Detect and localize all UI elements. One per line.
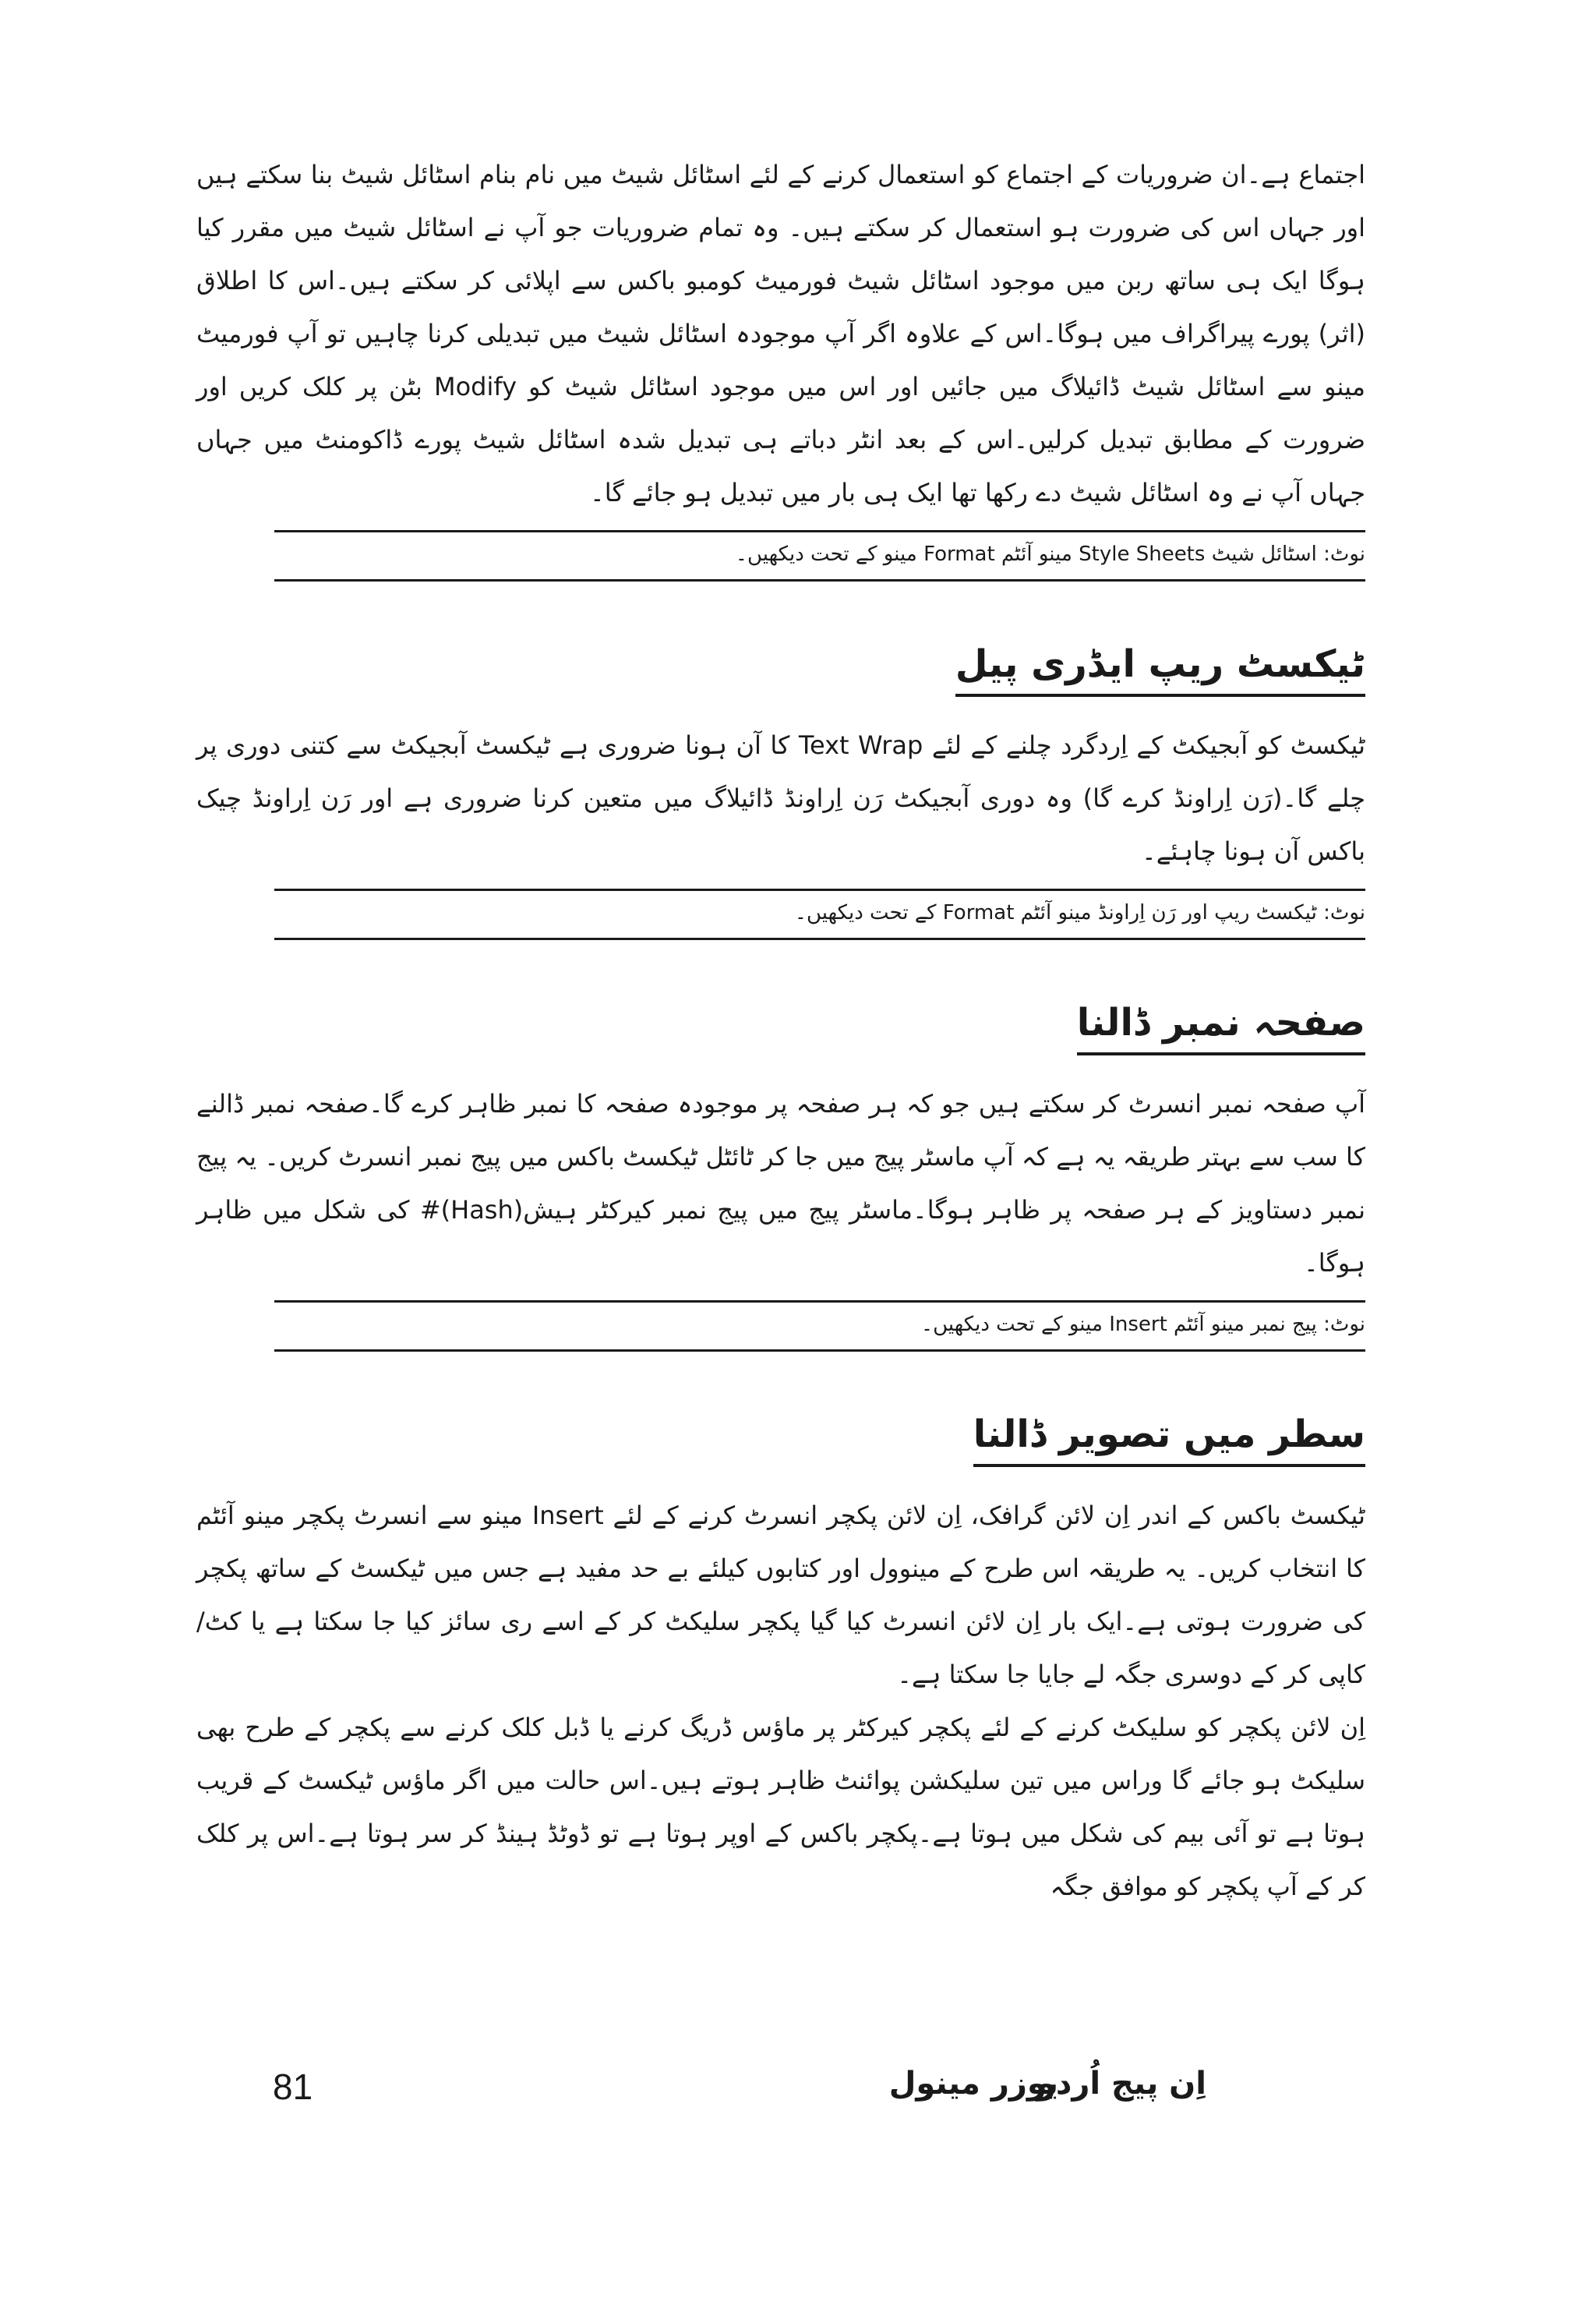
paragraph-style-sheets: اجتماع ہے۔ان ضروریات کے اجتماع کو استعمال کرنے کے لئے اسٹائل شیٹ میں نام بنام اسٹائل شیٹ بنا سکتے ہیں اور جہاں اس کی ضرورت ہو استعمال کر سکتے ہیں۔ وہ تمام ضروریات جو آپ نے اسٹائل شیٹ میں مقرر کیا ہوگا ایک ہی ساتھ ربن میں موجود اسٹائل شیٹ فورمیٹ کومبو باکس سے اپلائی کر سکتے ہیں۔اس کا اطلاق (اثر) پورے پیراگراف میں ہوگا۔اس کے علاوہ اگر آپ موجودہ اسٹائل شیٹ میں تبدیلی کرنا چاہیں تو آپ فورمیٹ مینو سے اسٹائل شیٹ ڈائیلاگ میں جائیں اور اس میں موجود اسٹائل شیٹ کو Modify بٹن پر کلک کریں اور ضرورت کے مطابق تبدیل کرلیں۔اس کے بعد انٹر دباتے ہی تبدیل شدہ اسٹائل شیٹ پورے ڈاکومنٹ میں جہاں جہاں آپ نے وہ اسٹائل شیٹ دے رکھا تھا ایک ہی بار میں تبدیل ہو جائے گا۔ [196,160,1366,507]
footer-subtitle: یوزر مینول [888,2066,1058,2102]
footer-title: اِن پیج اُردو [1036,2066,1206,2102]
note-style-sheets: نوٹ: اسٹائل شیٹ Style Sheets مینو آئٹم Format مینو کے تحت دیکھیں۔ [274,530,1365,582]
paragraph-inline-picture-2: اِن لائن پکچر کو سلیکٹ کرنے کے لئے پکچر کیرکٹر پر ماؤس ڈریگ کرنے یا ڈبل کلک کرنے سے پکچر کے طرح بھی سلیکٹ ہو جائے گا وراس میں تین سلیکشن پوائنٹ ظاہر ہوتے ہیں۔اس حالت میں اگر ماؤس ٹیکسٹ کے قریب ہوتا ہے تو آئی بیم کی شکل میں ہوتا ہے۔پکچر باکس کے اوپر ہوتا ہے تو ڈوٹڈ ہینڈ کر سر ہوتا ہے۔اس پر کلک کر کے آپ پکچر کو موافق جگہ [196,1713,1365,1901]
paragraph-text-wrap: ٹیکسٹ کو آبجیکٹ کے اِردگرد چلنے کے لئے Text Wrap کا آن ہونا ضروری ہے ٹیکسٹ آبجیکٹ سے کتنی دوری پر چلے گا۔(رَن اِراونڈ کرے گا) وہ دوری آبجیکٹ رَن اِراونڈ ڈائیلاگ میں متعین کرنا ضروری ہے اور رَن اِراونڈ چیک باکس آن ہونا چاہئے۔ [196,730,1366,866]
paragraph-inline-picture-1: ٹیکسٹ باکس کے اندر اِن لائن گرافک، اِن لائن پکچر انسرٹ کرنے کے لئے Insert مینو سے انسرٹ پکچر مینو آئٹم کا انتخاب کریں۔ یہ طریقہ اس طرح کے مینوول اور کتابوں کیلئے بے حد مفید ہے جس میں ٹیکسٹ کے ساتھ پکچر کی ضرورت ہوتی ہے۔ایک بار اِن لائن انسرٹ کیا گیا پکچر سلیکٹ کر کے اسے ری سائز کیا جا سکتا ہے یا کٹ/کاپی کر کے دوسری جگہ لے جایا جا سکتا ہے۔ [196,1501,1365,1689]
page-content [196,148,1365,1913]
heading-page-number: صفحہ نمبر ڈالنا [1077,995,1365,1055]
heading-text-wrap: ٹیکسٹ ریپ ایڈری پیل [955,636,1365,697]
page-footer [0,2066,1596,2128]
heading-inline-picture: سطر میں تصویر ڈالنا [973,1406,1365,1467]
note-text-wrap: نوٹ: ٹیکسٹ ریپ اور رَن اِراونڈ مینو آئٹم Format کے تحت دیکھیں۔ [274,889,1365,940]
paragraph-page-number: آپ صفحہ نمبر انسرٹ کر سکتے ہیں جو کہ ہر صفحہ پر موجودہ صفحہ کا نمبر ظاہر کرے گا۔صفحہ نمبر ڈالنے کا سب سے بہتر طریقہ یہ ہے کہ آپ ماسٹر پیج میں جا کر ٹائٹل ٹیکسٹ باکس میں پیج نمبر انسرٹ کریں۔ یہ پیج نمبر دستاویز کے ہر صفحہ پر ظاہر ہوگا۔ماسٹر پیج میں پیج نمبر کیرکٹر ہیش(Hash)# کی شکل میں ظاہر ہوگا۔ [196,1089,1366,1278]
note-page-number: نوٹ: پیج نمبر مینو آئٹم Insert مینو کے تحت دیکھیں۔ [274,1300,1365,1352]
page-number: 81 [273,2066,313,2107]
